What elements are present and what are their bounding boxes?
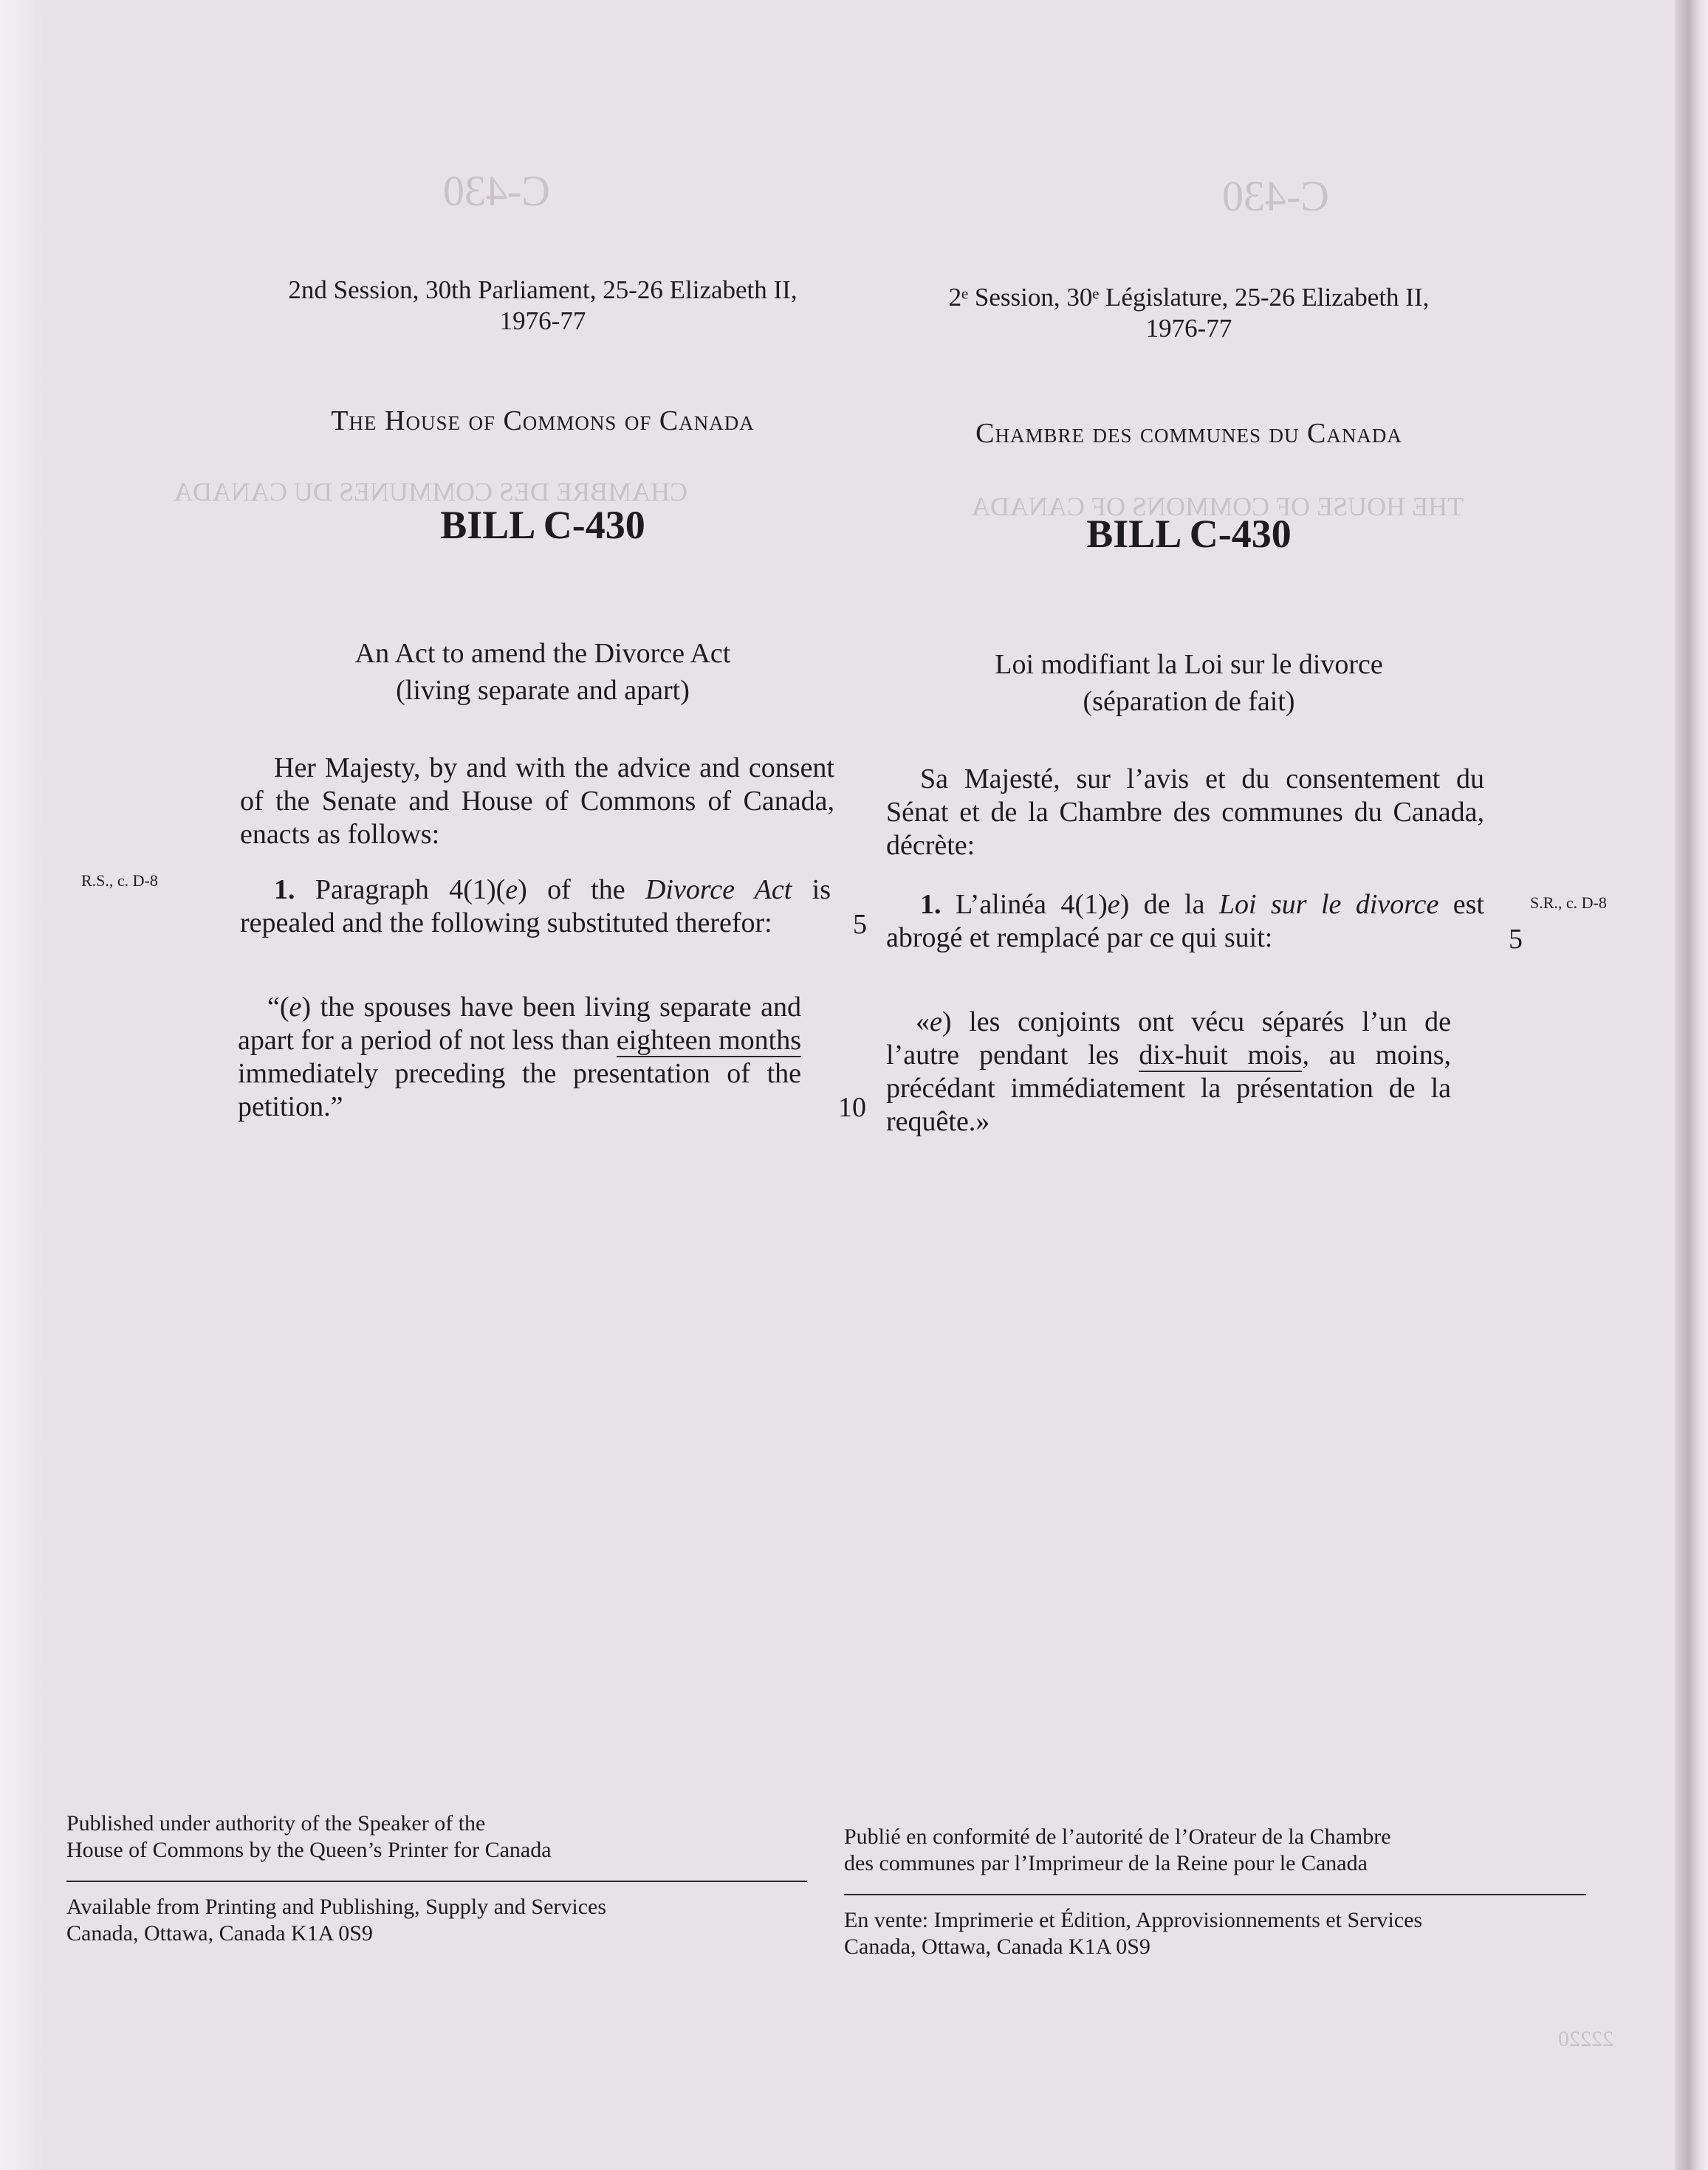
- french-footer-available: [844, 1907, 1627, 1960]
- page-left-edge: [0, 0, 44, 2170]
- show-through-number: 22220: [1558, 2027, 1613, 2051]
- english-line-number-10: 10: [838, 1092, 866, 1123]
- english-section-1: [240, 873, 831, 940]
- english-quote-e: e: [289, 992, 302, 1023]
- english-quote-open: “(: [267, 992, 289, 1023]
- french-act-title-line-2: (séparation de fait): [1083, 686, 1295, 717]
- french-margin-note: S.R., c. D-8: [1530, 893, 1607, 912]
- english-session-line-1: 2nd Session, 30th Parliament, 25-26 Elizabeth II,: [288, 275, 798, 304]
- french-section-act-name: Loi sur le divorce: [1218, 889, 1439, 920]
- french-footer-available-line-2: Canada, Ottawa, Canada K1A 0S9: [844, 1934, 1150, 1959]
- french-underlined-amendment: dix-huit mois: [1139, 1040, 1303, 1071]
- english-enacting-clause: Her Majesty, by and with the advice and consent of the Senate and House of Commons of Canada, enacts as follows:: [240, 752, 834, 850]
- french-session-line-1: 2ᵉ Session, 30ᵉ Législature, 25-26 Elizabeth II,: [948, 283, 1430, 312]
- english-line-number-5: 5: [853, 909, 867, 940]
- english-act-title: [240, 635, 846, 709]
- french-section-text-a: L’alinéa 4(1): [955, 889, 1108, 920]
- french-session-line-2: 1976-77: [1145, 314, 1232, 343]
- english-act-title-line-2: (living separate and apart): [396, 675, 690, 706]
- french-footer-published: [844, 1824, 1582, 1877]
- english-underlined-amendment: eighteen months: [616, 1025, 801, 1056]
- english-quote-text-b: immediately preceding the presentation of the petition.”: [238, 1058, 801, 1122]
- english-footer-published: [66, 1810, 805, 1864]
- french-section-1: [886, 888, 1484, 955]
- french-quote-text-b: , au moins, précédant immédiatement la présentation de la requête.»: [886, 1040, 1451, 1137]
- english-footer-available: [66, 1894, 805, 1947]
- show-through-house-left: CHAMBRE DES COMMUNES DU CANADA: [174, 477, 688, 507]
- english-section-number: 1.: [274, 874, 295, 905]
- french-session: [886, 282, 1492, 344]
- french-line-number-5: 5: [1509, 924, 1523, 955]
- english-section-act-name: Divorce Act: [645, 874, 792, 905]
- english-section-text-c: is repealed and the following substituted therefor:: [240, 874, 831, 938]
- french-section-e: e: [1107, 889, 1120, 920]
- english-section-text-a: Paragraph 4(1)(: [315, 874, 506, 905]
- english-footer-available-line-2: Canada, Ottawa, Canada K1A 0S9: [66, 1921, 373, 1946]
- french-act-title: [886, 646, 1492, 720]
- french-paragraph-e: [886, 1006, 1451, 1139]
- french-section-text-c: est abrogé et remplacé par ce qui suit:: [886, 889, 1484, 953]
- english-session: [240, 275, 846, 337]
- french-quote-e: e: [930, 1006, 942, 1037]
- english-footer-published-line-1: Published under authority of the Speaker of the: [66, 1811, 486, 1836]
- show-through-house-right: THE HOUSE OF COMMONS OF CANADA: [971, 492, 1464, 521]
- english-footer-published-line-2: House of Commons by the Queen’s Printer for Canada: [66, 1838, 552, 1862]
- french-act-title-line-1: Loi modifiant la Loi sur le divorce: [995, 649, 1383, 680]
- english-paragraph-e: [238, 991, 801, 1124]
- french-footer-published-line-2: des communes par l’Imprimeur de la Reine pour le Canada: [844, 1851, 1368, 1875]
- french-bill-number: BILL C-430: [1086, 512, 1292, 556]
- french-section-text-b: ) de la: [1119, 889, 1219, 920]
- french-footer-rule: [844, 1894, 1586, 1895]
- french-section-number: 1.: [920, 889, 942, 920]
- french-footer-published-line-1: Publié en conformité de l’autorité de l’Orateur de la Chambre: [844, 1824, 1391, 1849]
- show-through-bill-left: C-430: [443, 167, 550, 215]
- english-bill-number: BILL C-430: [440, 503, 645, 547]
- french-house-title: Chambre des communes du Canada: [975, 418, 1402, 449]
- french-footer-available-line-1: En vente: Imprimerie et Édition, Approvisionnements et Services: [844, 1908, 1423, 1932]
- french-quote-open: «: [916, 1006, 930, 1037]
- french-quote-text-a: ) les conjoints ont vécu séparés l’un de l’autre pendant les: [886, 1006, 1451, 1071]
- show-through-bill-right: C-430: [1222, 172, 1329, 220]
- english-session-line-2: 1976-77: [499, 306, 586, 335]
- page-right-edge: [1675, 0, 1708, 2170]
- english-section-e: e: [505, 874, 518, 905]
- french-enacting-clause: Sa Majesté, sur l’avis et du consentement du Sénat et de la Chambre des communes du Canada, décrète:: [886, 763, 1484, 861]
- english-footer-available-line-1: Available from Printing and Publishing, Supply and Services: [66, 1895, 607, 1919]
- english-house-title: The House of Commons of Canada: [331, 405, 755, 436]
- english-footer-rule: [66, 1881, 807, 1882]
- english-act-title-line-1: An Act to amend the Divorce Act: [354, 638, 731, 669]
- english-margin-note: R.S., c. D-8: [81, 871, 158, 890]
- english-section-text-b: ) of the: [518, 874, 645, 905]
- english-quote-text-a: ) the spouses have been living separate and apart for a period of not less than: [238, 992, 801, 1056]
